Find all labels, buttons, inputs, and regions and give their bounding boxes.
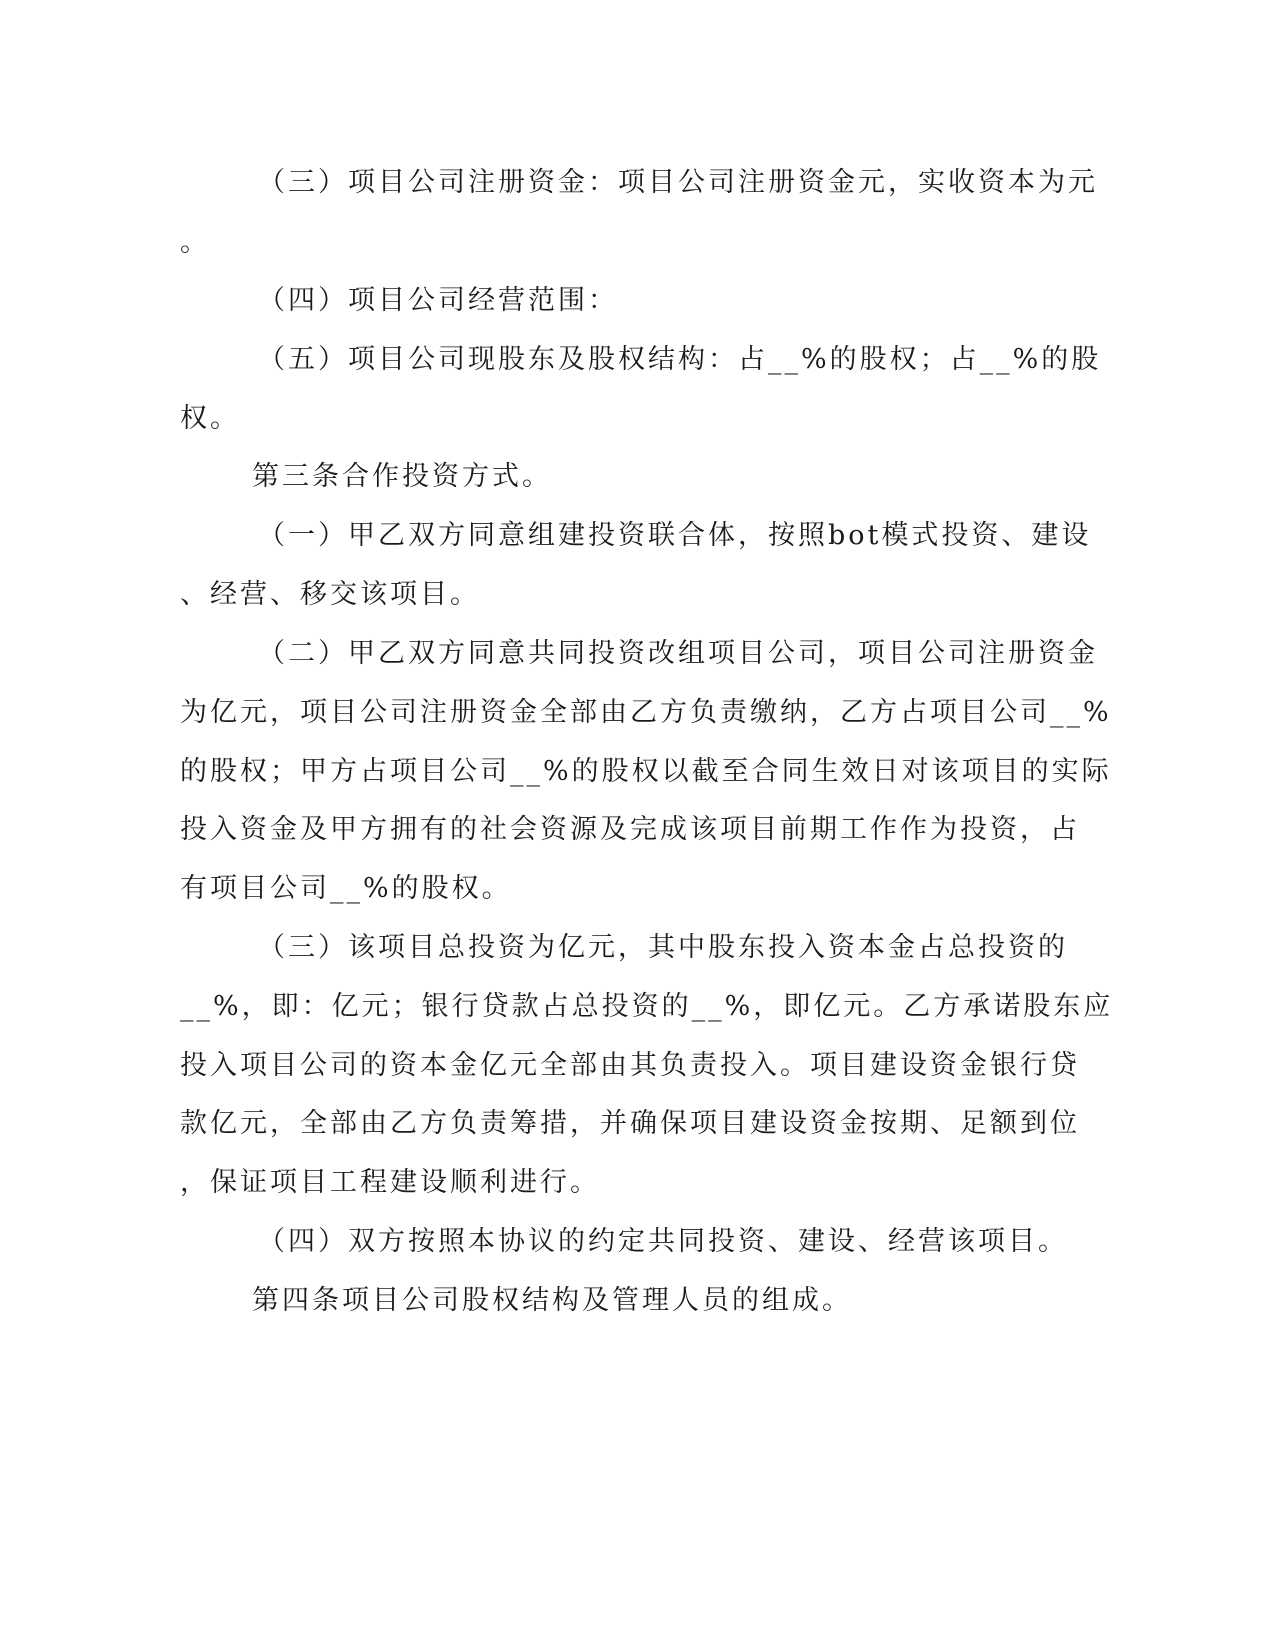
text-line-11: 的股权；甲方占项目公司__%的股权以截至合同生效日对该项目的实际 bbox=[180, 756, 1112, 787]
text-line-7: （一）甲乙双方同意组建投资联合体，按照bot模式投资、建设 bbox=[258, 520, 1092, 551]
section-heading-article-3: 第三条合作投资方式。 bbox=[252, 461, 552, 492]
text-line-4: （五）项目公司现股东及股权结构：占__%的股权；占__%的股 bbox=[258, 344, 1102, 375]
text-line-1: （三）项目公司注册资金：项目公司注册资金元，实收资本为元 bbox=[258, 167, 1098, 198]
text-line-18: ，保证项目工程建设顺利进行。 bbox=[180, 1167, 600, 1198]
text-line-8: 、经营、移交该项目。 bbox=[180, 579, 480, 610]
text-line-9: （二）甲乙双方同意共同投资改组项目公司，项目公司注册资金 bbox=[258, 638, 1098, 669]
text-line-15: __%，即：亿元；银行贷款占总投资的__%，即亿元。乙方承诺股东应 bbox=[180, 991, 1114, 1022]
text-line-13: 有项目公司__%的股权。 bbox=[180, 873, 512, 904]
text-line-17: 款亿元，全部由乙方负责筹措，并确保项目建设资金按期、足额到位 bbox=[180, 1108, 1080, 1139]
text-line-14: （三）该项目总投资为亿元，其中股东投入资本金占总投资的 bbox=[258, 932, 1068, 963]
text-line-5: 权。 bbox=[180, 403, 240, 434]
text-line-12: 投入资金及甲方拥有的社会资源及完成该项目前期工作作为投资，占 bbox=[180, 814, 1080, 845]
text-line-2: 。 bbox=[180, 227, 210, 258]
section-heading-article-4: 第四条项目公司股权结构及管理人员的组成。 bbox=[252, 1285, 852, 1316]
text-line-10: 为亿元，项目公司注册资金全部由乙方负责缴纳，乙方占项目公司__% bbox=[180, 697, 1112, 728]
text-line-16: 投入项目公司的资本金亿元全部由其负责投入。项目建设资金银行贷 bbox=[180, 1050, 1080, 1081]
text-line-19: （四）双方按照本协议的约定共同投资、建设、经营该项目。 bbox=[258, 1226, 1068, 1257]
text-line-3: （四）项目公司经营范围： bbox=[258, 285, 618, 316]
